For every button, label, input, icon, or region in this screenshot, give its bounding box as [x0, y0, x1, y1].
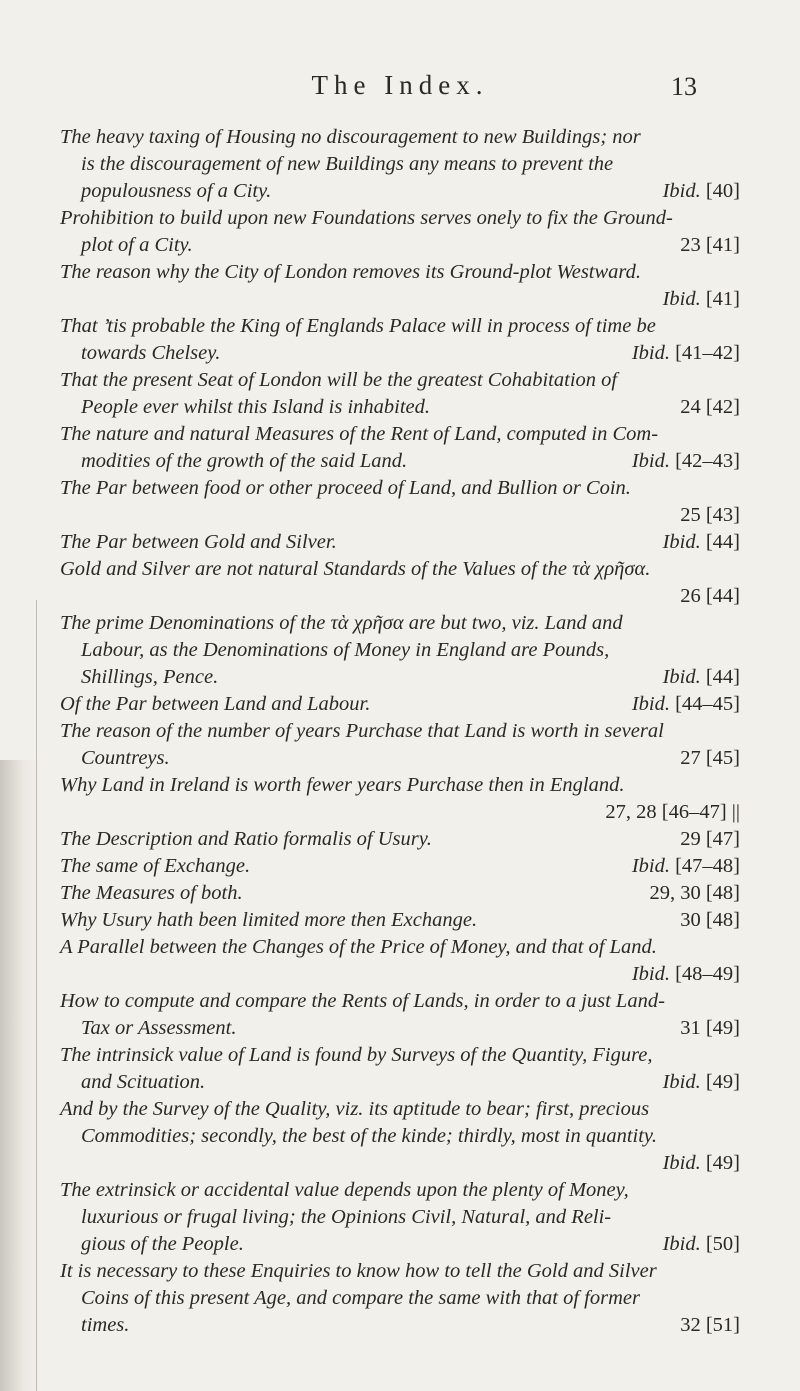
ibid-label: Ibid. — [631, 963, 670, 985]
reference-number: [50] — [705, 1233, 740, 1255]
entry-text: populousness of a City. — [81, 180, 272, 202]
reference-number: [41–42] — [675, 342, 740, 364]
index-entry — [60, 826, 740, 853]
reference-number: 30 [48] — [680, 909, 740, 931]
entry-line — [60, 313, 740, 340]
index-entry — [60, 313, 740, 367]
entry-line — [60, 664, 740, 691]
entry-line — [60, 772, 740, 799]
entry-text: Shillings, Pence. — [81, 666, 219, 688]
index-entry — [60, 124, 740, 205]
ibid-label: Ibid. — [662, 1233, 701, 1255]
entry-line — [60, 556, 740, 583]
reference-number: [48–49] — [675, 963, 740, 985]
entry-text: Coins of this present Age, and compare the same with that of former — [81, 1287, 640, 1309]
entry-text: The nature and natural Measures of the Rent of Land, computed in Com- — [60, 423, 659, 445]
entry-text: Prohibition to build upon new Foundations serves onely to fix the Ground- — [60, 207, 673, 229]
page-reference — [632, 961, 740, 988]
index-entry — [60, 1258, 740, 1339]
entry-text: People ever whilst this Island is inhabited. — [81, 396, 431, 418]
index-entry — [60, 691, 740, 718]
entry-text: How to compute and compare the Rents of Lands, in order to a just Land- — [60, 990, 665, 1012]
entry-line — [60, 1177, 740, 1204]
page-reference — [680, 826, 740, 853]
index-entry — [60, 205, 740, 259]
ibid-label: Ibid. — [662, 1071, 701, 1093]
entry-text: The intrinsick value of Land is found by Surveys of the Quantity, Figure, — [60, 1044, 653, 1066]
reference-number: 24 [42] — [680, 396, 740, 418]
entry-text: The Par between food or other proceed of Land, and Bullion or Coin. — [60, 477, 631, 499]
reference-number: [42–43] — [675, 450, 740, 472]
entry-line — [60, 475, 740, 502]
entry-text: times. — [81, 1314, 130, 1336]
entry-line — [60, 1231, 740, 1258]
reference-number: 32 [51] — [680, 1314, 740, 1336]
index-entries — [60, 124, 740, 1339]
index-entry — [60, 1042, 740, 1096]
entry-line — [60, 745, 740, 772]
page-reference — [632, 853, 740, 880]
entry-line — [60, 367, 740, 394]
index-entry — [60, 880, 740, 907]
reference-number: 29 [47] — [680, 828, 740, 850]
reference-number: [40] — [705, 180, 740, 202]
entry-text: modities of the growth of the said Land. — [81, 450, 408, 472]
page-reference — [649, 880, 740, 907]
entry-text: gious of the People. — [81, 1233, 244, 1255]
reference-number: 29, 30 [48] — [649, 882, 740, 904]
entry-line — [60, 1096, 740, 1123]
binding-shadow — [0, 760, 42, 1391]
page-reference — [680, 1312, 740, 1339]
entry-line — [60, 934, 740, 961]
index-entry — [60, 610, 740, 691]
entry-text: The same of Exchange. — [60, 855, 251, 877]
entry-line — [60, 1150, 740, 1177]
reference-number: [44–45] — [675, 693, 740, 715]
entry-line — [60, 205, 740, 232]
page-reference — [680, 583, 740, 610]
entry-line — [60, 340, 740, 367]
entry-line — [60, 232, 740, 259]
entry-line — [60, 637, 740, 664]
page-reference — [680, 745, 740, 772]
entry-line — [60, 1258, 740, 1285]
entry-line — [60, 853, 740, 880]
entry-line — [60, 1069, 740, 1096]
running-title: The Index. — [311, 70, 489, 100]
ibid-label: Ibid. — [662, 288, 701, 310]
entry-text: The extrinsick or accidental value depends upon the plenty of Money, — [60, 1179, 629, 1201]
page-reference — [680, 1015, 740, 1042]
index-entry — [60, 853, 740, 880]
page-reference — [680, 907, 740, 934]
entry-line — [60, 178, 740, 205]
ibid-label: Ibid. — [662, 666, 701, 688]
entry-line — [60, 907, 740, 934]
ibid-label: Ibid. — [662, 1152, 701, 1174]
entry-text: The reason why the City of London removes its Ground-plot Westward. — [60, 261, 642, 283]
reference-number: 25 [43] — [680, 504, 740, 526]
entry-line — [60, 1042, 740, 1069]
entry-text: The heavy taxing of Housing no discouragement to new Buildings; nor — [60, 126, 641, 148]
ibid-label: Ibid. — [631, 855, 670, 877]
entry-line — [60, 961, 740, 988]
page-header — [0, 70, 800, 110]
page-reference — [663, 664, 740, 691]
page-reference — [680, 502, 740, 529]
reference-number: [49] — [705, 1152, 740, 1174]
page-reference — [663, 1150, 740, 1177]
entry-line — [60, 826, 740, 853]
page-reference — [632, 340, 740, 367]
entry-line — [60, 529, 740, 556]
page-reference — [680, 394, 740, 421]
entry-line — [60, 1123, 740, 1150]
entry-text: The prime Denominations of the τὰ χρῆσα are but two, viz. Land and — [60, 612, 623, 634]
reference-number: [47–48] — [675, 855, 740, 877]
entry-line — [60, 1015, 740, 1042]
index-entry — [60, 556, 740, 610]
entry-text: That ’tis probable the King of Englands Palace will in process of time be — [60, 315, 656, 337]
entry-line — [60, 799, 740, 826]
entry-text: The reason of the number of years Purchase that Land is worth in several — [60, 720, 664, 742]
index-entry — [60, 475, 740, 529]
entry-text: Why Land in Ireland is worth fewer years Purchase then in England. — [60, 774, 625, 796]
index-entry — [60, 988, 740, 1042]
entry-line — [60, 124, 740, 151]
entry-line — [60, 610, 740, 637]
reference-number: [49] — [705, 1071, 740, 1093]
entry-text: is the discouragement of new Buildings any means to prevent the — [81, 153, 614, 175]
page-reference — [663, 286, 740, 313]
entry-text: Commodities; secondly, the best of the kinde; thirdly, most in quantity. — [81, 1125, 658, 1147]
entry-line — [60, 421, 740, 448]
entry-line — [60, 988, 740, 1015]
entry-line — [60, 1204, 740, 1231]
ibid-label: Ibid. — [631, 693, 670, 715]
entry-text: The Measures of both. — [60, 882, 243, 904]
entry-line — [60, 718, 740, 745]
ibid-label: Ibid. — [662, 180, 701, 202]
reference-number: 27 [45] — [680, 747, 740, 769]
entry-text: and Scituation. — [81, 1071, 206, 1093]
page-reference — [632, 448, 740, 475]
entry-line — [60, 583, 740, 610]
index-entry — [60, 907, 740, 934]
page-reference — [663, 529, 740, 556]
entry-line — [60, 691, 740, 718]
reference-number: 23 [41] — [680, 234, 740, 256]
page-reference — [632, 691, 740, 718]
index-entry — [60, 1177, 740, 1258]
index-entry — [60, 772, 740, 826]
entry-text: A Parallel between the Changes of the Price of Money, and that of Land. — [60, 936, 657, 958]
ibid-label: Ibid. — [631, 342, 670, 364]
index-entry — [60, 421, 740, 475]
entry-line — [60, 1312, 740, 1339]
entry-text: Countreys. — [81, 747, 170, 769]
reference-number: 31 [49] — [680, 1017, 740, 1039]
page-reference — [605, 799, 740, 826]
entry-line — [60, 394, 740, 421]
entry-text: The Par between Gold and Silver. — [60, 531, 337, 553]
reference-number: [44] — [705, 666, 740, 688]
entry-line — [60, 151, 740, 178]
page-number: 13 — [671, 72, 697, 101]
entry-text: Of the Par between Land and Labour. — [60, 693, 371, 715]
entry-line — [60, 502, 740, 529]
entry-line — [60, 286, 740, 313]
entry-text: Why Usury hath been limited more then Exchange. — [60, 909, 478, 931]
entry-line — [60, 1285, 740, 1312]
entry-line — [60, 880, 740, 907]
reference-number: [41] — [705, 288, 740, 310]
ibid-label: Ibid. — [662, 531, 701, 553]
entry-line — [60, 259, 740, 286]
index-entry — [60, 718, 740, 772]
ibid-label: Ibid. — [631, 450, 670, 472]
index-entry — [60, 1096, 740, 1177]
entry-text: It is necessary to these Enquiries to know how to tell the Gold and Silver — [60, 1260, 657, 1282]
reference-number: 26 [44] — [680, 585, 740, 607]
page-reference — [663, 178, 740, 205]
index-entry — [60, 259, 740, 313]
entry-text: Gold and Silver are not natural Standards of the Values of the τὰ χρῆσα. — [60, 558, 651, 580]
index-entry — [60, 529, 740, 556]
entry-text: towards Chelsey. — [81, 342, 221, 364]
entry-text: That the present Seat of London will be the greatest Cohabitation of — [60, 369, 618, 391]
reference-number: [44] — [705, 531, 740, 553]
entry-text: plot of a City. — [81, 234, 193, 256]
entry-text: luxurious or frugal living; the Opinions Civil, Natural, and Reli- — [81, 1206, 612, 1228]
entry-text: Tax or Assessment. — [81, 1017, 237, 1039]
entry-line — [60, 448, 740, 475]
page-reference — [663, 1231, 740, 1258]
index-entry — [60, 934, 740, 988]
entry-text: And by the Survey of the Quality, viz. its aptitude to bear; first, precious — [60, 1098, 650, 1120]
page-reference — [680, 232, 740, 259]
entry-text: The Description and Ratio formalis of Usury. — [60, 828, 432, 850]
index-entry — [60, 367, 740, 421]
entry-text: Labour, as the Denominations of Money in England are Pounds, — [81, 639, 610, 661]
page-reference — [663, 1069, 740, 1096]
reference-number: 27, 28 [46–47] || — [605, 801, 740, 823]
